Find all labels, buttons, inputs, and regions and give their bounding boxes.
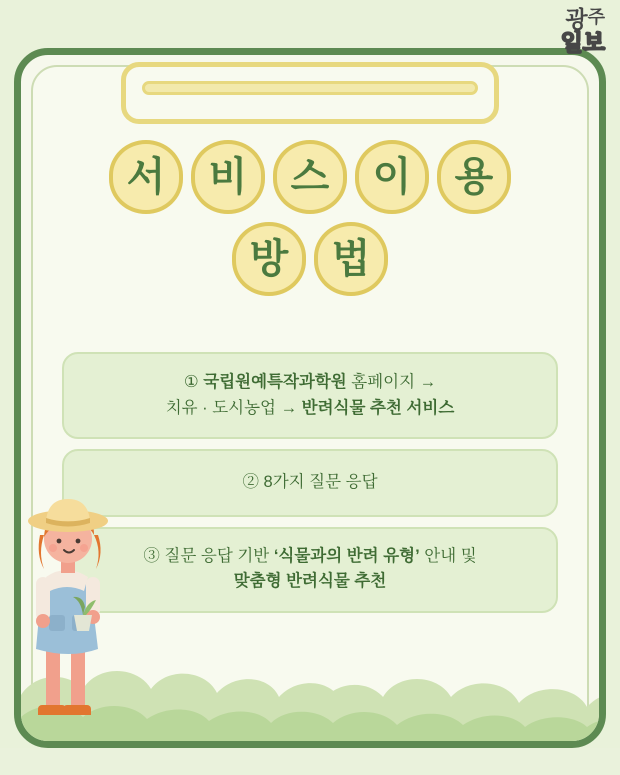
step-3-bold: ‘식물과의 반려 유형’ (273, 546, 420, 565)
step-3-prefix: ③ 질문 응답 기반 (143, 546, 274, 565)
step-1-tail: 홈페이지 → (346, 373, 437, 391)
step-1-line-1 (82, 370, 538, 396)
title-bubble-7: 법 (314, 222, 388, 296)
title-bubble-4: 이 (355, 140, 429, 214)
logo-line-2 (518, 31, 604, 54)
logo-char-ju: 주 (587, 7, 604, 27)
title-bubble-3: 스 (273, 140, 347, 214)
step-2-text: ② 8가지 질문 응답 (242, 473, 378, 492)
title-bubble-2: 비 (191, 140, 265, 214)
step-1-line2-prefix: 치유 · 도시농업 → (165, 398, 302, 417)
title-bubble-5: 용 (437, 140, 511, 214)
logo-char-il: 일 (560, 29, 582, 55)
step-3-tail: 안내 및 (419, 546, 477, 565)
step-item-1 (62, 352, 558, 439)
title-line-2 (0, 222, 620, 296)
step-3-line-1 (82, 544, 538, 570)
title-line-1 (0, 140, 620, 214)
gwangju-ilbo-logo (518, 8, 604, 68)
page-title (0, 140, 620, 296)
bottom-strip (0, 748, 620, 775)
frame-top-tab (121, 62, 499, 124)
logo-line-1 (518, 8, 604, 31)
title-bubble-6: 방 (232, 222, 306, 296)
step-1-line-2 (82, 396, 538, 422)
title-bubble-1: 서 (109, 140, 183, 214)
step-1-bold: 국립원예특작과학원 (203, 373, 347, 391)
logo-char-gwang: 광 (565, 6, 587, 32)
step-item-3 (62, 527, 558, 613)
step-3-line-2: 맞춤형 반려식물 추천 (233, 572, 387, 591)
character-illustration (16, 465, 126, 730)
steps-list (62, 352, 558, 623)
frame-top-tab-bar (142, 81, 478, 95)
logo-char-bo: 보 (582, 29, 604, 55)
step-1-line2-bold: 반려식물 추천 서비스 (301, 398, 455, 417)
step-1-prefix: ① (183, 373, 204, 391)
step-item-2 (62, 449, 558, 517)
